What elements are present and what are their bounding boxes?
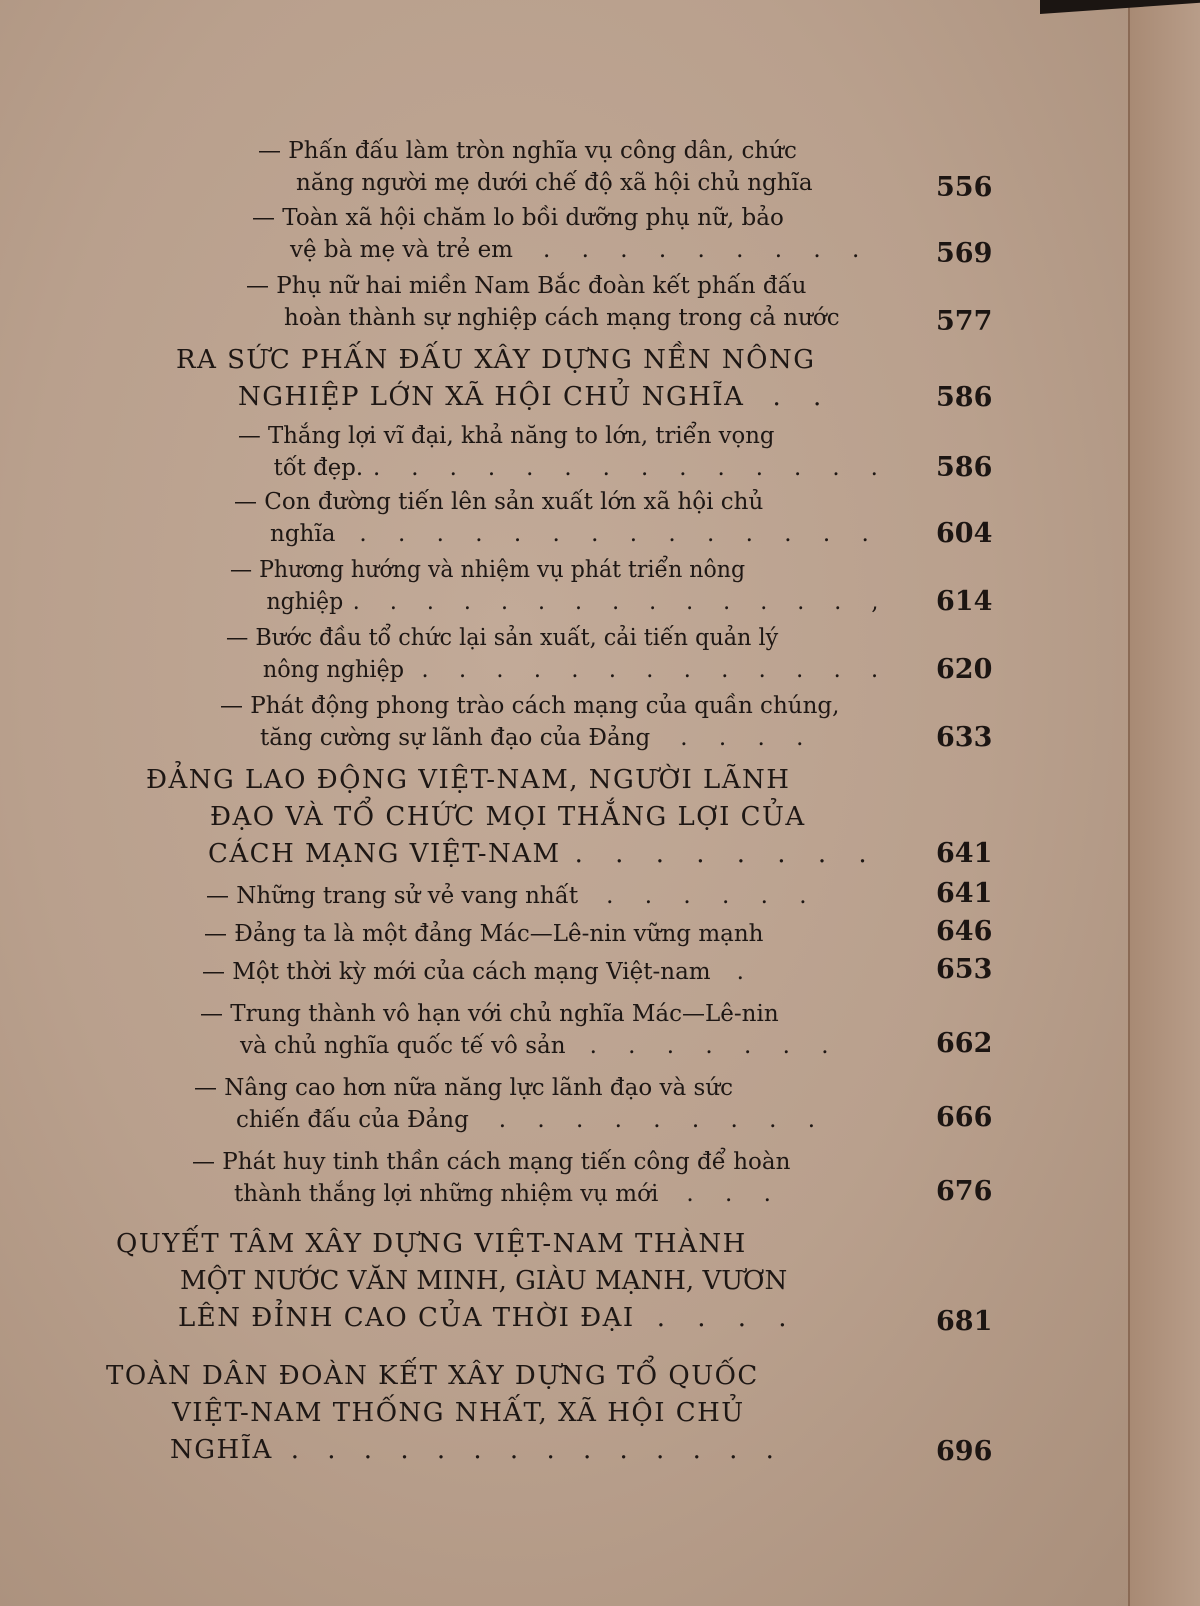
toc-line: — Phấn đấu làm tròn nghĩa vụ công dân, chức: [258, 138, 797, 164]
toc-page-number: 604: [936, 518, 993, 549]
toc-line: MỘT NƯỚC VĂN MINH, GIÀU MẠNH, VƯƠN: [180, 1266, 788, 1296]
toc-line: [116, 1300, 799, 1337]
toc-line: hoàn thành sự nghiệp cách mạng trong cả nước: [284, 305, 840, 331]
toc-entry: [234, 486, 881, 550]
toc-chapter-heading: [146, 762, 879, 873]
toc-line: [200, 1030, 841, 1062]
toc-page-number: 666: [936, 1102, 993, 1133]
dot-leader: . . . . . . . . . . . . .: [421, 657, 890, 683]
toc-page-number: 641: [936, 878, 993, 909]
dot-leader: . . . . . . . . .: [543, 237, 872, 263]
toc-chapter-heading: [116, 1226, 799, 1337]
toc-line: [194, 1104, 827, 1136]
toc-line-text: LÊN ĐỈNH CAO CỦA THỜI ĐẠI: [178, 1303, 635, 1333]
dot-leader: . . . . . .: [606, 883, 819, 909]
toc-line: [252, 234, 871, 266]
toc-chapter-heading: [176, 342, 833, 416]
toc-line-text: NGHĨA: [170, 1435, 273, 1465]
dot-leader: . . . . . . .: [589, 1033, 841, 1059]
toc-line: [226, 654, 890, 686]
toc-line: — Thắng lợi vĩ đại, khả năng to lớn, triển vọng: [238, 423, 775, 449]
dot-leader: . . . . . . . . . . . . . .: [290, 1435, 784, 1465]
toc-line: — Trung thành vô hạn với chủ nghĩa Mác—Lê-nin: [200, 1001, 779, 1027]
toc-line: [146, 836, 879, 873]
toc-line: — Nâng cao hơn nữa năng lực lãnh đạo và sức: [194, 1075, 734, 1101]
toc-line-text: tăng cường sự lãnh đạo của Đảng: [260, 725, 651, 751]
toc-entry: [230, 554, 918, 618]
dot-leader: . .: [772, 382, 834, 412]
toc-entry: [246, 270, 840, 334]
toc-line: [206, 880, 819, 912]
dot-leader: . . . . . . . .: [574, 839, 879, 869]
dot-leader: . . . . . . . . .: [498, 1107, 828, 1133]
toc-line: — Phương hướng và nhiệm vụ phát triển nông: [230, 557, 746, 583]
toc-line: [238, 452, 890, 484]
toc-line: TOÀN DÂN ĐOÀN KẾT XÂY DỰNG TỔ QUỐC: [106, 1361, 759, 1391]
toc-line-text: nghiệp: [266, 589, 344, 615]
toc-page-number: 620: [936, 654, 993, 685]
dot-leader: . . . .: [656, 1303, 799, 1333]
dot-leader: . . . . . . . . . . . . . .: [359, 521, 881, 547]
toc-line: — Toàn xã hội chăm lo bồi dưỡng phụ nữ, bảo: [252, 205, 784, 231]
toc-entry: [204, 918, 763, 950]
toc-line: [230, 586, 890, 618]
toc-entry: [194, 1072, 827, 1136]
dot-leader: .: [736, 959, 756, 985]
toc-line: [220, 722, 839, 754]
toc-entry: [258, 135, 813, 199]
toc-page-number: 696: [936, 1436, 993, 1467]
toc-line-text: CÁCH MẠNG VIỆT-NAM: [208, 839, 561, 869]
toc-line: [202, 956, 756, 988]
toc-line: ĐẢNG LAO ĐỘNG VIỆT-NAM, NGƯỜI LÃNH: [146, 765, 791, 795]
toc-line: — Đảng ta là một đảng Mác—Lê-nin vững mạnh: [204, 921, 764, 947]
toc-entry: [202, 956, 756, 988]
toc-line-text: thành thắng lợi những nhiệm vụ mới: [234, 1181, 659, 1207]
toc-line: ĐẠO VÀ TỔ CHỨC MỌI THẮNG LỢI CỦA: [210, 802, 806, 832]
toc-line-text: nghĩa: [270, 521, 336, 547]
toc-page-number: 586: [936, 382, 993, 413]
toc-line-text: — Một thời kỳ mới của cách mạng Việt-nam: [202, 959, 711, 985]
toc-entry: [200, 998, 841, 1062]
toc-page-number: 556: [936, 172, 993, 203]
toc-line-text: NGHIỆP LỚN XÃ HỘI CHỦ NGHĨA: [238, 382, 745, 412]
toc-page-number: 662: [936, 1028, 993, 1059]
dot-leader: . . . . . . . . . . . . . .: [373, 455, 890, 481]
dot-leader: . . .: [686, 1181, 783, 1207]
adjacent-page-edge: [1130, 0, 1200, 1606]
toc-page-number: 614: [936, 586, 993, 617]
toc-line-text: tốt đẹp.: [273, 455, 364, 481]
toc-line: — Phụ nữ hai miền Nam Bắc đoàn kết phấn đấu: [246, 273, 807, 299]
toc-entry: [238, 420, 896, 484]
toc-line: năng người mẹ dưới chế độ xã hội chủ nghĩa: [296, 170, 813, 196]
toc-line: RA SỨC PHẤN ĐẤU XÂY DỰNG NỀN NÔNG: [176, 345, 816, 375]
toc-line: [234, 518, 881, 550]
toc-line: — Bước đầu tổ chức lại sản xuất, cải tiến quản lý: [226, 625, 779, 651]
toc-entry: [226, 622, 910, 686]
toc-chapter-heading: [106, 1358, 784, 1469]
toc-page-number: 633: [936, 722, 993, 753]
toc-page-number: 586: [936, 452, 993, 483]
toc-line: — Phát động phong trào cách mạng của quần chúng,: [220, 693, 840, 719]
toc-line: — Con đường tiến lên sản xuất lớn xã hội chủ: [234, 489, 764, 515]
toc-entry: [206, 880, 819, 912]
toc-line-text: nông nghiệp: [262, 657, 405, 683]
dot-leader: . . . . . . . . . . . . . . ,: [352, 589, 890, 615]
toc-page-number: 641: [936, 838, 993, 869]
toc-line: VIỆT-NAM THỐNG NHẤT, XÃ HỘI CHỦ: [172, 1398, 745, 1428]
toc-line-text: chiến đấu của Đảng: [236, 1107, 469, 1133]
toc-line: [106, 1432, 784, 1469]
dot-leader: . . . .: [680, 725, 816, 751]
toc-line: [192, 1178, 790, 1210]
toc-page-number: 569: [936, 238, 993, 269]
toc-entry: [252, 202, 871, 266]
toc-page-number: 646: [936, 916, 993, 947]
toc-page-number: 653: [936, 954, 993, 985]
toc-entry: [220, 690, 839, 754]
toc-line-text: — Những trang sử vẻ vang nhất: [206, 883, 579, 909]
toc-line: — Phát huy tinh thần cách mạng tiến công để hoàn: [192, 1149, 791, 1175]
toc-page-number: 676: [936, 1176, 993, 1207]
toc-line-text: và chủ nghĩa quốc tế vô sản: [240, 1033, 566, 1059]
toc-line-text: vệ bà mẹ và trẻ em: [290, 237, 513, 263]
toc-entry: [192, 1146, 790, 1210]
toc-line: [176, 379, 833, 416]
toc-page-number: 577: [936, 306, 993, 337]
toc-page-number: 681: [936, 1306, 993, 1337]
toc-line: QUYẾT TÂM XÂY DỰNG VIỆT-NAM THÀNH: [116, 1229, 747, 1259]
